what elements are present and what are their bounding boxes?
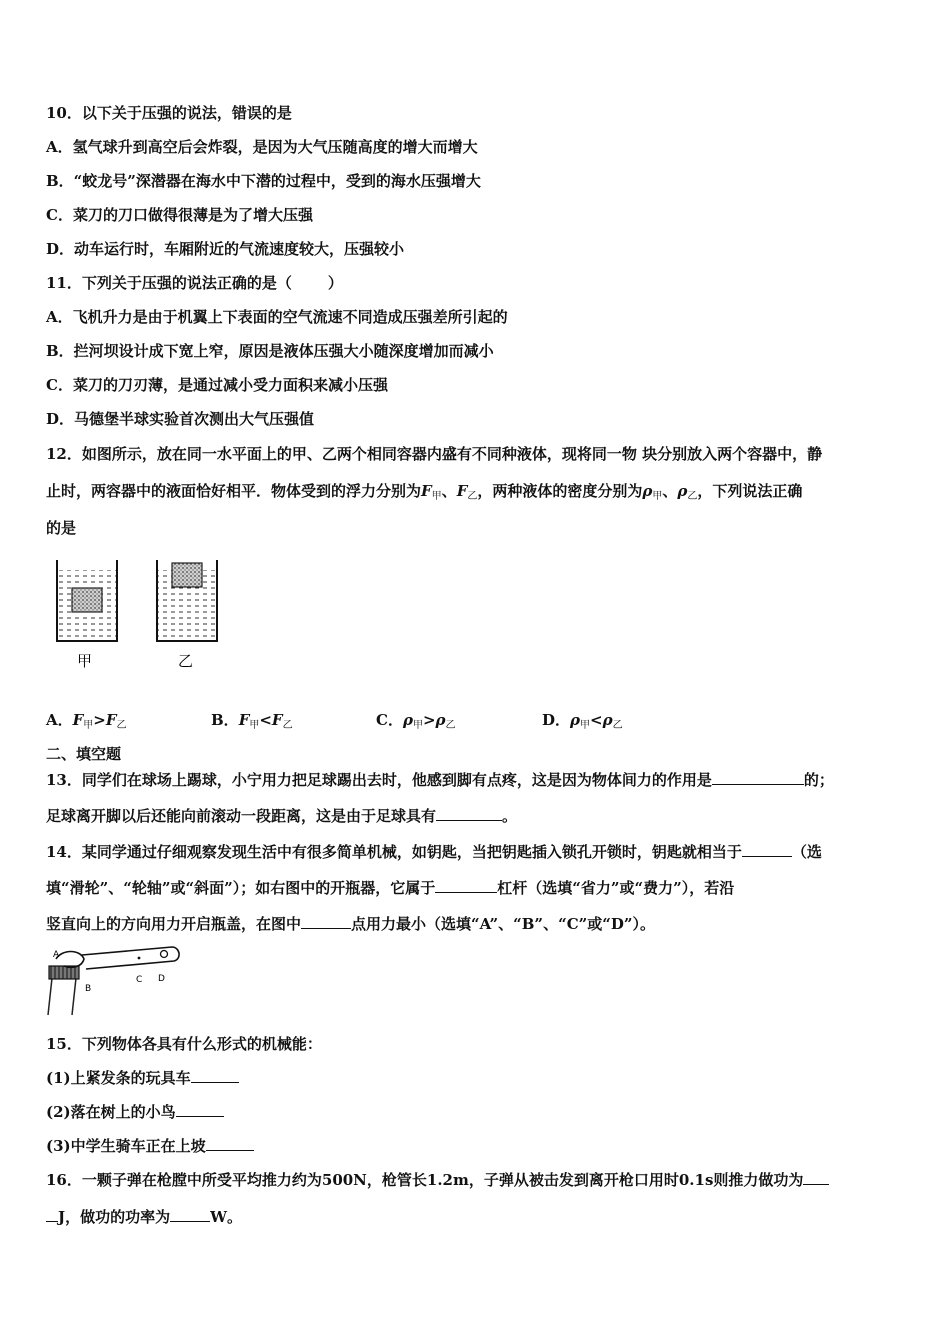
q12-option-a	[46, 710, 127, 736]
lt-sign: <	[590, 711, 603, 729]
sub-yi: 乙	[612, 720, 623, 731]
q13-text-post: 的；	[803, 771, 834, 789]
lt-sign: <	[259, 711, 272, 729]
force-symbol: F	[456, 482, 468, 500]
rho-symbol: ρ	[435, 711, 446, 729]
q10-option-c: C．菜刀的刀口做得很薄是为了增大压强	[46, 206, 313, 224]
blank-q15-2	[176, 1102, 224, 1117]
q13-text-2: 足球离开脚以后还能向前滚动一段距离，这是由于足球具有	[46, 807, 437, 825]
q10-stem: 10．以下关于压强的说法，错误的是	[46, 104, 292, 122]
rho-symbol: ρ	[602, 711, 613, 729]
rho-symbol: ρ	[570, 711, 580, 729]
sub-jia: 甲	[431, 491, 442, 502]
q11-option-c: C．菜刀的刀刃薄，是通过减小受力面积来减小压强	[46, 376, 388, 394]
force-symbol: F	[238, 711, 250, 729]
point-d-label: D	[158, 974, 165, 984]
q16-line2	[46, 1207, 906, 1227]
q12-option-d	[542, 710, 623, 736]
q12-line2	[46, 481, 906, 507]
point-a-label: A	[53, 950, 60, 960]
force-symbol: F	[421, 482, 432, 500]
q11-stem-text: 11．下列关于压强的说法正确的是（	[46, 274, 292, 292]
blank-q15-3	[206, 1136, 254, 1151]
blank-q13-1	[712, 770, 804, 785]
q16-text: 16．一颗子弹在枪膛中所受平均推力约为500N，枪管长1.2m，子弹从被击发到离开枪口用时0.1s则推力做功为	[46, 1171, 804, 1189]
q15-item-1-text: (1)上紧发条的玩具车	[46, 1069, 191, 1087]
section-heading: 二、填空题	[46, 745, 122, 763]
sub-jia: 甲	[412, 720, 423, 731]
q10-option-a: A．氢气球升到高空后会炸裂，是因为大气压随高度的增大而增大	[46, 138, 478, 156]
gt-sign: >	[422, 711, 436, 729]
q14-text-2-post: 杠杆（选填“省力”或“费力”），若沿	[497, 879, 735, 897]
rho-symbol: ρ	[642, 482, 653, 500]
q12-line3: 的是	[46, 519, 77, 537]
sub-yi: 乙	[445, 720, 456, 731]
q12-line1: 12．如图所示，放在同一水平面上的甲、乙两个相同容器内盛有不同种液体，现将同一物 块分别放入两个容器中，静	[46, 445, 823, 463]
q13-line2	[46, 806, 906, 826]
sub-jia: 甲	[580, 720, 590, 731]
force-symbol: F	[271, 711, 283, 729]
container-yi	[157, 560, 217, 641]
force-symbol: F	[105, 711, 117, 729]
q10-option-b: B．“蛟龙号”深潜器在海水中下潜的过程中，受到的海水压强增大	[46, 172, 481, 190]
point-b-label: B	[85, 984, 92, 994]
blank-q13-2	[436, 806, 502, 821]
q12-line2-text-c: ，下列说法正确	[697, 482, 803, 500]
q15-item-2-text: (2)落在树上的小鸟	[46, 1103, 176, 1121]
separator: 、	[441, 482, 457, 500]
q16-line1	[46, 1170, 906, 1190]
force-symbol: F	[72, 711, 84, 729]
q11-option-a: A．飞机升力是由于机翼上下表面的空气流速不同造成压强差所引起的	[46, 308, 508, 326]
containers-figure	[50, 555, 240, 675]
sub-yi: 乙	[687, 491, 698, 502]
sub-yi: 乙	[116, 720, 127, 731]
q15-item-3-text: (3)中学生骑车正在上坡	[46, 1137, 206, 1155]
q12-option-c	[376, 710, 456, 736]
q10-option-d: D．动车运行时，车厢附近的气流速度较大，压强较小	[46, 240, 405, 258]
q14-text-3: 竖直向上的方向用力开启瓶盖，在图中	[46, 915, 302, 933]
q14-text-3-post: 点用力最小（选填“A”、“B”、“C”或“D”）。	[351, 915, 656, 933]
q11-option-d: D．马德堡半球实验首次测出大气压强值	[46, 410, 315, 428]
option-letter: A．	[46, 711, 73, 729]
gt-sign: >	[93, 711, 106, 729]
q15-item-3	[46, 1136, 906, 1156]
sub-jia: 甲	[652, 491, 663, 502]
q13-line1	[46, 770, 906, 790]
container-jia	[57, 560, 117, 641]
q11-stem-close: ）	[327, 274, 343, 292]
q14-line3	[46, 914, 906, 934]
blank-q16-1a	[803, 1170, 829, 1185]
label-yi: 乙	[178, 652, 194, 670]
blank-q14-1	[742, 842, 792, 857]
rho-symbol: ρ	[677, 482, 688, 500]
q15-item-2	[46, 1102, 906, 1122]
q14-text: 14．某同学通过仔细观察发现生活中有很多简单机械，如钥匙，当把钥匙插入锁孔开锁时，钥匙就相当于	[46, 843, 742, 861]
q14-text-post: （选	[791, 843, 822, 861]
blank-q14-3	[301, 914, 351, 929]
q11-stem	[46, 273, 906, 293]
sub-jia: 甲	[83, 720, 94, 731]
q13-text-2-post: 。	[502, 807, 518, 825]
sub-yi: 乙	[467, 491, 478, 502]
q12-line2-text-b: ，两种液体的密度分别为	[477, 482, 643, 500]
q15-stem: 15．下列物体各具有什么形式的机械能：	[46, 1035, 322, 1053]
blank-q15-1	[191, 1068, 239, 1083]
blank-q16-2	[170, 1207, 210, 1222]
q11-option-b: B．拦河坝设计成下宽上窄，原因是液体压强大小随深度增加而减小	[46, 342, 494, 360]
option-letter: B．	[211, 711, 239, 729]
q14-line1	[46, 842, 906, 862]
q16-text-2: J，做功的功率为	[58, 1208, 171, 1226]
option-letter: C．	[376, 711, 403, 729]
q14-text-2: 填“滑轮”、“轮轴”或“斜面”）；如右图中的开瓶器，它属于	[46, 879, 436, 897]
rho-symbol: ρ	[402, 711, 413, 729]
blank-q14-2	[435, 878, 497, 893]
q16-text-2-post: W。	[210, 1208, 242, 1226]
bottle-opener-figure	[44, 945, 184, 1017]
q15-item-1	[46, 1068, 906, 1088]
sub-jia: 甲	[249, 720, 260, 731]
sub-yi: 乙	[282, 720, 293, 731]
q12-line2-text: 止时，两容器中的液面恰好相平．物体受到的浮力分别为	[46, 482, 422, 500]
q13-text: 13．同学们在球场上踢球，小宁用力把足球踢出去时，他感到脚有点疼，这是因为物体间力的作用是	[46, 771, 712, 789]
q12-option-b	[211, 710, 293, 736]
label-jia: 甲	[77, 652, 93, 670]
point-c-label: C	[136, 975, 143, 985]
option-letter: D．	[542, 711, 571, 729]
separator: 、	[662, 482, 678, 500]
blank-q16-1b	[46, 1207, 58, 1222]
q14-line2	[46, 878, 906, 898]
